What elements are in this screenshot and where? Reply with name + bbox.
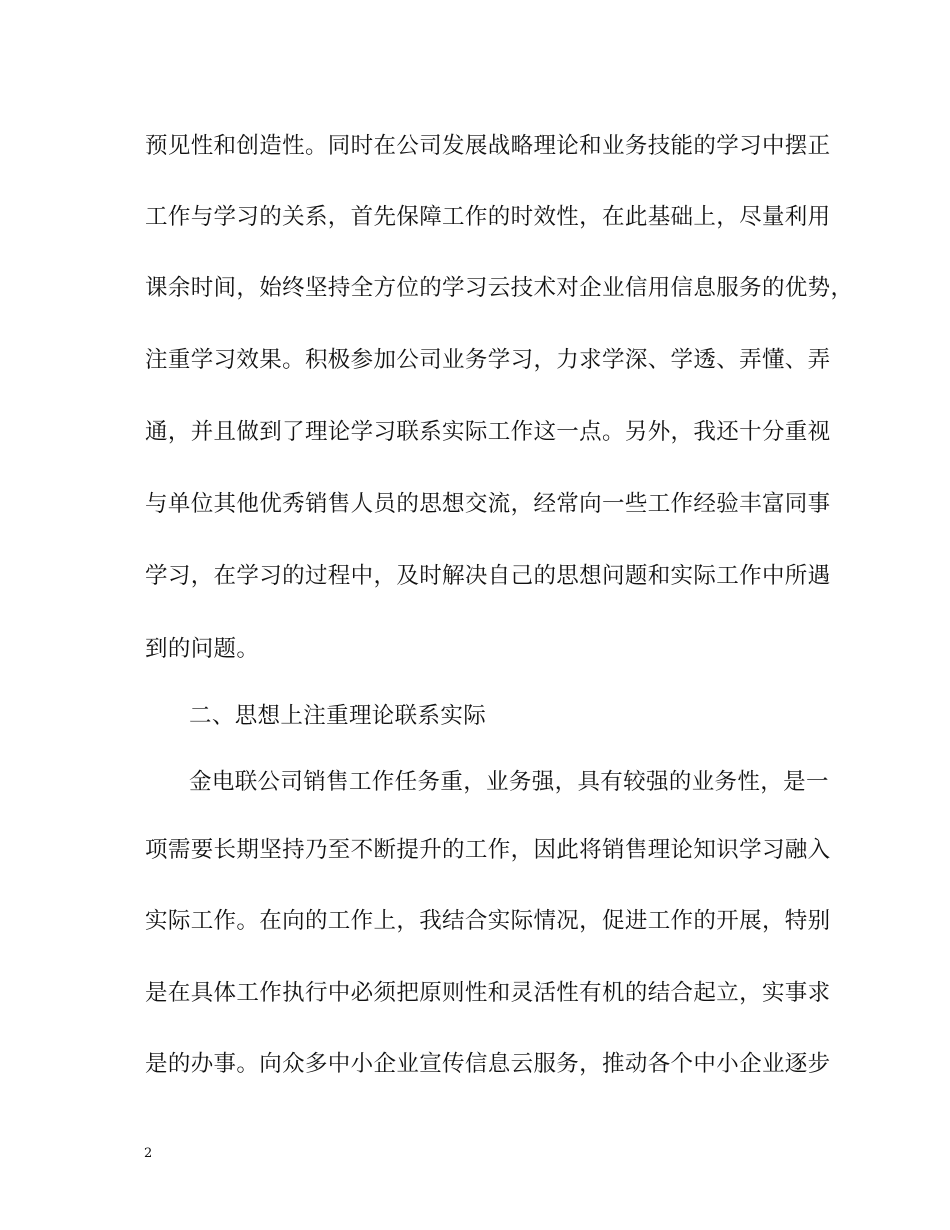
- body-line-12: 实际工作。在向的工作上，我结合实际情况，促进工作的开展，特别: [145, 908, 831, 934]
- body-line-5: 通，并且做到了理论学习联系实际工作这一点。另外，我还十分重视: [145, 419, 831, 445]
- body-line-3: 课余时间，始终坚持全方位的学习云技术对企业信用信息服务的优势，: [145, 275, 854, 301]
- body-line-7: 学习，在学习的过程中，及时解决自己的思想问题和实际工作中所遇: [145, 563, 831, 589]
- body-line-11: 项需要长期坚持乃至不断提升的工作，因此将销售理论知识学习融入: [145, 837, 831, 863]
- body-line-14: 是的办事。向众多中小企业宣传信息云服务，推动各个中小企业逐步: [145, 1051, 831, 1077]
- body-line-10: 金电联公司销售工作任务重，业务强，具有较强的业务性，是一: [189, 769, 829, 795]
- page-number: 2: [144, 1146, 153, 1161]
- body-line-1: 预见性和创造性。同时在公司发展战略理论和业务技能的学习中摆正: [145, 133, 831, 159]
- body-line-6: 与单位其他优秀销售人员的思想交流，经常向一些工作经验丰富同事: [145, 491, 831, 517]
- body-line-2: 工作与学习的关系，首先保障工作的时效性，在此基础上，尽量利用: [145, 204, 831, 230]
- body-line-4: 注重学习效果。积极参加公司业务学习，力求学深、学透、弄懂、弄: [145, 347, 831, 373]
- section-heading: 二、思想上注重理论联系实际: [189, 703, 487, 729]
- body-line-13: 是在具体工作执行中必须把原则性和灵活性有机的结合起立，实事求: [145, 980, 831, 1006]
- body-line-8: 到的问题。: [145, 636, 260, 662]
